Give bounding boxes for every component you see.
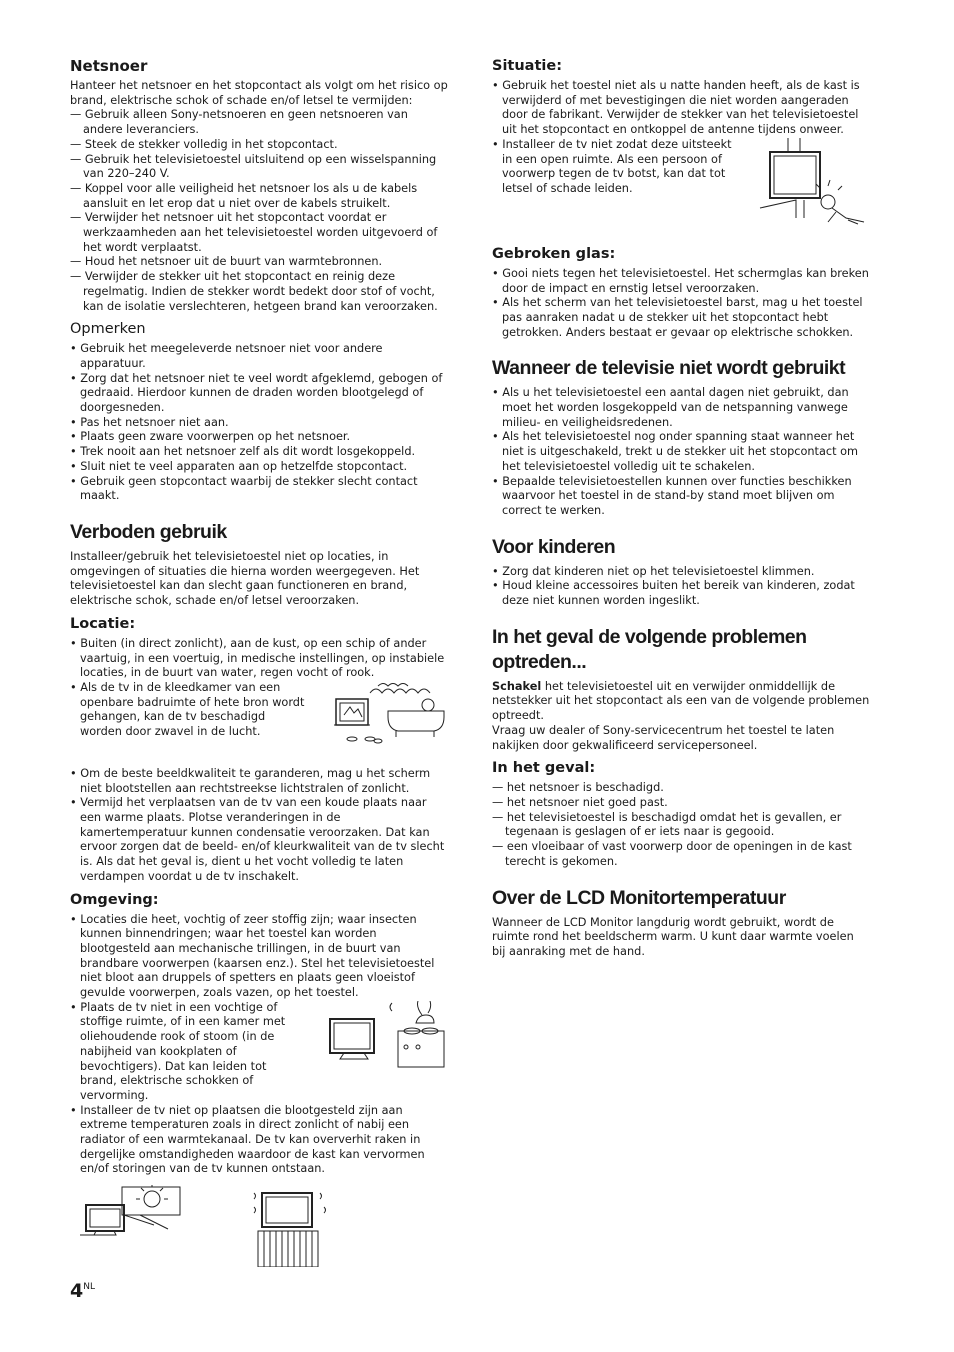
bathroom-tv-illustration xyxy=(330,681,448,753)
list-item: • Gebruik het toestel niet als u natte handen heeft, als de kast is verwijderd of met bevestigingen die niet worden aangeraden door de fabrikant. Verwijder de stekker van het televisietoestel uit het stopcontact en ontkoppel de antenne tijdens onweer. xyxy=(492,79,870,138)
glas-heading: Gebroken glas: xyxy=(492,245,616,262)
kinderen-list xyxy=(492,565,870,609)
list-item: • Buiten (in direct zonlicht), aan de kust, op een schip of ander vaartuig, in een voertuig, in medische instellingen, op instabiele locaties, in de buurt van water, regen vocht of rook. xyxy=(70,637,448,681)
list-item: • Sluit niet te veel apparaten aan op hetzelfde stopcontact. xyxy=(70,460,448,475)
left-column xyxy=(70,58,448,1267)
list-item: — het televisietoestel is beschadigd omdat het is gevallen, er tegenaan is geslagen of er iets naar is gegooid. xyxy=(492,811,870,840)
list-item: • Houd kleine accessoires buiten het bereik van kinderen, zodat deze niet kunnen worden ingeslikt. xyxy=(492,579,870,608)
locatie-heading: Locatie: xyxy=(70,615,136,632)
list-item: • Bepaalde televisietoestellen kunnen over functies beschikken waarvoor het toestel in de stand-by stand moet blijven om correct te werken. xyxy=(492,475,870,519)
omgeving-list-3 xyxy=(70,1104,448,1178)
netsnoer-heading: Netsnoer xyxy=(70,57,148,75)
list-item: • Als het scherm van het televisietoestel barst, mag u het toestel pas aanraken nadat u de stekker uit het stopcontact hebt getrokken. Anders bestaat er gevaar op elektrische schokken. xyxy=(492,296,870,340)
verboden-intro: Installeer/gebruik het televisietoestel niet op locaties, in omgevingen of situaties die hierna worden weergegeven. Het televisietoestel kan dan slecht gaan functioneren en brand, elektrische schok, schade en/of letsel veroorzaken. xyxy=(70,549,420,608)
list-item: • Plaats geen zware voorwerpen op het netsnoer. xyxy=(70,430,448,445)
problemen-bold-word: Schakel xyxy=(492,679,542,693)
list-item: — Koppel voor alle veiligheid het netsnoer los als u de kabels aansluit en let erop dat u niet over de kabels struikelt. xyxy=(70,182,448,211)
geval-heading: In het geval: xyxy=(492,760,596,777)
list-item: • Gooi niets tegen het televisietoestel. Het schermglas kan breken door de impact en ernstig letsel veroorzaken. xyxy=(492,267,870,296)
locatie-list-3 xyxy=(70,767,448,885)
locatie-list xyxy=(70,637,448,681)
list-item: — Steek de stekker volledig in het stopcontact. xyxy=(70,138,448,153)
list-item: • Installeer de tv niet zodat deze uitsteekt in een open ruimte. Als een persoon of voorwerp tegen de tv botst, kan dat tot letsel of schade leiden. xyxy=(492,138,736,197)
list-item: • Plaats de tv niet in een vochtige of stoffige ruimte, of in een kamer met oliehoudende rook of stoom (in de nabijheid van kookplaten of bevochtigers). Dat kan leiden tot brand, elektrische schokken of vervorming. xyxy=(70,1001,306,1104)
problemen-intro-text: het televisietoestel uit en verwijder onmiddellijk de netstekker uit het stopcontact als een van de volgende problemen optreedt. xyxy=(492,679,870,723)
problemen-intro xyxy=(492,680,870,724)
list-item: — Verwijder de stekker uit het stopcontact en reinig deze regelmatig. Indien de stekker wordt bedekt door stof of vocht, kan de isolatie verslechteren, hetgeen brand kan veroorzaken. xyxy=(70,270,448,314)
wanneer-list xyxy=(492,386,870,518)
opmerken-heading: Opmerken xyxy=(70,321,146,338)
list-item: • Gebruik geen stopcontact waarbij de stekker slecht contact maakt. xyxy=(70,475,448,504)
list-item: — een vloeibaar of vast voorwerp door de openingen in de kast terecht is gekomen. xyxy=(492,840,870,869)
kitchen-tv-illustration xyxy=(326,1001,448,1071)
list-item: • Als de tv in de kleedkamer van een openbare badruimte of hete bron wordt gehangen, kan de tv beschadigd worden door zwavel in de lucht. xyxy=(70,681,310,740)
list-item: • Installeer de tv niet op plaatsen die blootgesteld zijn aan extreme temperaturen zoals in direct zonlicht of nabij een radiator of een warmtekanaal. De tv kan oververhit raken in dergelijke omstandigheden waardoor de kast kan vervormen en/of storingen van de tv kunnen ontstaan. xyxy=(70,1104,448,1178)
list-item: • Om de beste beeldkwaliteit te garanderen, mag u het scherm niet blootstellen aan rechtstreekse lichtstralen of zonlicht. xyxy=(70,767,448,796)
geval-list xyxy=(492,781,870,869)
locatie-list-2 xyxy=(70,681,310,740)
radiator-tv-illustration xyxy=(244,1185,334,1267)
list-item: • Trek nooit aan het netsnoer zelf als dit wordt losgekoppeld. xyxy=(70,445,448,460)
page-number xyxy=(70,1280,95,1302)
page-number-value: 4 xyxy=(70,1280,84,1302)
lcd-heading: Over de LCD Monitortemperatuur xyxy=(492,886,786,909)
glas-list xyxy=(492,267,870,341)
problemen-heading: In het geval de volgende problemen optreden... xyxy=(492,625,807,673)
wanneer-heading: Wanneer de televisie niet wordt gebruikt xyxy=(492,357,846,380)
list-item: • Als u het televisietoestel een aantal dagen niet gebruikt, dan moet het worden losgekoppeld van de netspanning vanwege milieu- en veiligheidsredenen. xyxy=(492,386,870,430)
list-item: — het netsnoer is beschadigd. xyxy=(492,781,870,796)
problemen-intro-2: Vraag uw dealer of Sony-servicecentrum het toestel te laten nakijken door gekwalificeerd servicepersoneel. xyxy=(492,723,835,752)
sunlight-tv-illustration xyxy=(80,1185,184,1241)
list-item: • Locaties die heet, vochtig of zeer stoffig zijn; waar insecten kunnen binnendringen; waar het toestel kan worden blootgesteld aan mechanische trillingen, in de buurt van brandbare voorwerpen (kaarsen enz.). Stel het televisietoestel niet bloot aan druppels of spetters en plaats geen vloeistof gevulde voorwerpen, zoals vazen, op het toestel. xyxy=(70,913,448,1001)
omgeving-list xyxy=(70,913,448,1001)
omgeving-list-2 xyxy=(70,1001,306,1104)
list-item: — Gebruik het televisietoestel uitsluitend op een wisselspanning van 220–240 V. xyxy=(70,153,448,182)
list-item: • Pas het netsnoer niet aan. xyxy=(70,416,448,431)
omgeving-heading: Omgeving: xyxy=(70,891,159,908)
list-item: • Vermijd het verplaatsen van de tv van een koude plaats naar een warme plaats. Plotse veranderingen in de kamertemperatuur kunnen condensatie veroorzaken. Dat kan ervoor zorgen dat de beeld- en/of kleurkwaliteit van de tv slecht is. Als dat het geval is, dient u het vocht volledig te laten verdampen voordat u de tv inschakelt. xyxy=(70,796,448,884)
lcd-text: Wanneer de LCD Monitor langdurig wordt gebruikt, wordt de ruimte rond het beeldscherm warm. U kunt daar warmte voelen bij aanraking met de hand. xyxy=(492,915,854,958)
netsnoer-intro: Hanteer het netsnoer en het stopcontact als volgt om het risico op brand, elektrische schok of schade en/of letsel te vermijden: xyxy=(70,79,448,107)
situatie-list xyxy=(492,79,870,138)
page-lang: NL xyxy=(83,1282,95,1292)
list-item: • Zorg dat het netsnoer niet te veel wordt afgeklemd, gebogen of gedraaid. Hierdoor kunnen de draden worden blootgelegd of doorgesneden. xyxy=(70,372,448,416)
situatie-heading: Situatie: xyxy=(492,58,562,74)
list-item: • Als het televisietoestel nog onder spanning staat wanneer het niet is uitgeschakeld, trekt u de stekker uit het stopcontact om het televisietoestel volledig uit te schakelen. xyxy=(492,430,870,474)
list-item: — Verwijder het netsnoer uit het stopcontact voordat er werkzaamheden aan het televisietoestel worden uitgevoerd of het wordt verplaatst. xyxy=(70,211,448,255)
list-item: — het netsnoer niet goed past. xyxy=(492,796,870,811)
netsnoer-list xyxy=(70,108,448,314)
opmerken-list xyxy=(70,342,448,504)
right-column xyxy=(492,58,870,960)
list-item: — Gebruik alleen Sony-netsnoeren en geen netsnoeren van andere leveranciers. xyxy=(70,108,448,137)
kinderen-heading: Voor kinderen xyxy=(492,535,616,558)
verboden-heading: Verboden gebruik xyxy=(70,520,227,543)
list-item: — Houd het netsnoer uit de buurt van warmtebronnen. xyxy=(70,255,448,270)
situatie-list-2 xyxy=(492,138,736,197)
list-item: • Gebruik het meegeleverde netsnoer niet voor andere apparatuur. xyxy=(70,342,448,371)
wall-mounted-tv-illustration xyxy=(758,138,870,234)
list-item: • Zorg dat kinderen niet op het televisietoestel klimmen. xyxy=(492,565,870,580)
